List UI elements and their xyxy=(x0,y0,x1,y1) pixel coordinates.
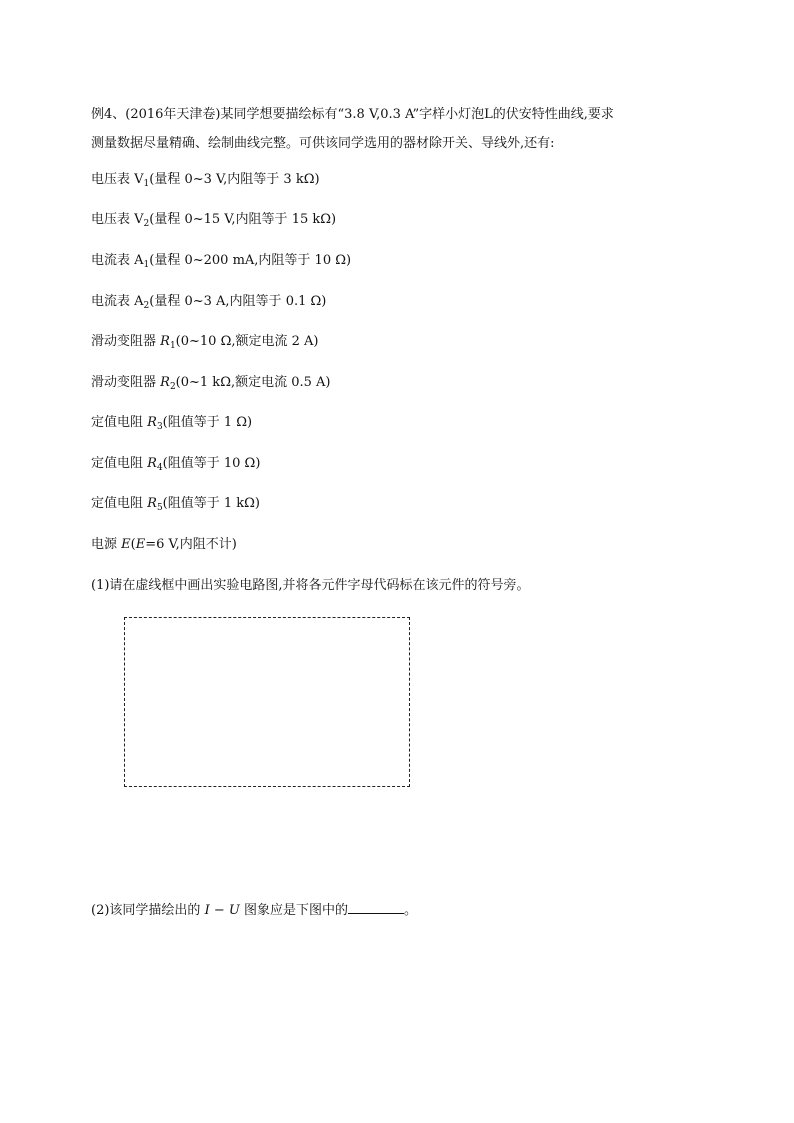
power-source-item: 电源 E(E=6 V,内阻不计) xyxy=(91,537,237,552)
equipment-item: 滑动变阻器 $R_2(0\sim 1$ kΩ,额定电流 0.5 A) xyxy=(91,375,331,392)
equipment-item: 定值电阻 $R_5$(阻值等于 1 kΩ) xyxy=(91,496,261,513)
question-2: (2)该同学描绘出的 I − U 图象应是下图中的 。 xyxy=(91,899,417,920)
intro-paragraph xyxy=(91,100,711,158)
equipment-item: 电流表 $A_2$(量程 0~3 A,内阻等于 0.1 Ω) xyxy=(91,294,327,311)
equipment-item: 定值电阻 $R_4$(阻值等于 10 Ω) xyxy=(91,456,261,473)
equipment-item: 滑动变阻器 $R_1(0\sim 10$ Ω,额定电流 2 A) xyxy=(91,334,319,351)
equipment-item: 电流表 $A_1$(量程 0~200 mA,内阻等于 10 Ω) xyxy=(91,253,352,270)
intro-text: 例4、(2016年天津卷)某同学想要描绘标有“3.8 V,0.3 A”字样小灯泡L的伏安特性曲线,要求 xyxy=(91,107,614,122)
intro-text-cont: 测量数据尽量精确、绘制曲线完整。可供该同学选用的器材除开关、导线外,还有: xyxy=(91,136,555,151)
equipment-item: 定值电阻 $R_3$(阻值等于 1 Ω) xyxy=(91,415,253,432)
answer-blank[interactable] xyxy=(348,899,404,914)
question-1: (1)请在虚线框中画出实验电路图,并将各元件字母代码标在该元件的符号旁。 xyxy=(91,578,530,593)
circuit-drawing-box[interactable] xyxy=(124,617,410,787)
equipment-item: 电压表 $V_2$(量程 0~15 V,内阻等于 15 kΩ) xyxy=(91,212,337,229)
equipment-item: 电压表 $V_1$(量程 0~3 V,内阻等于 3 kΩ) xyxy=(91,172,320,189)
